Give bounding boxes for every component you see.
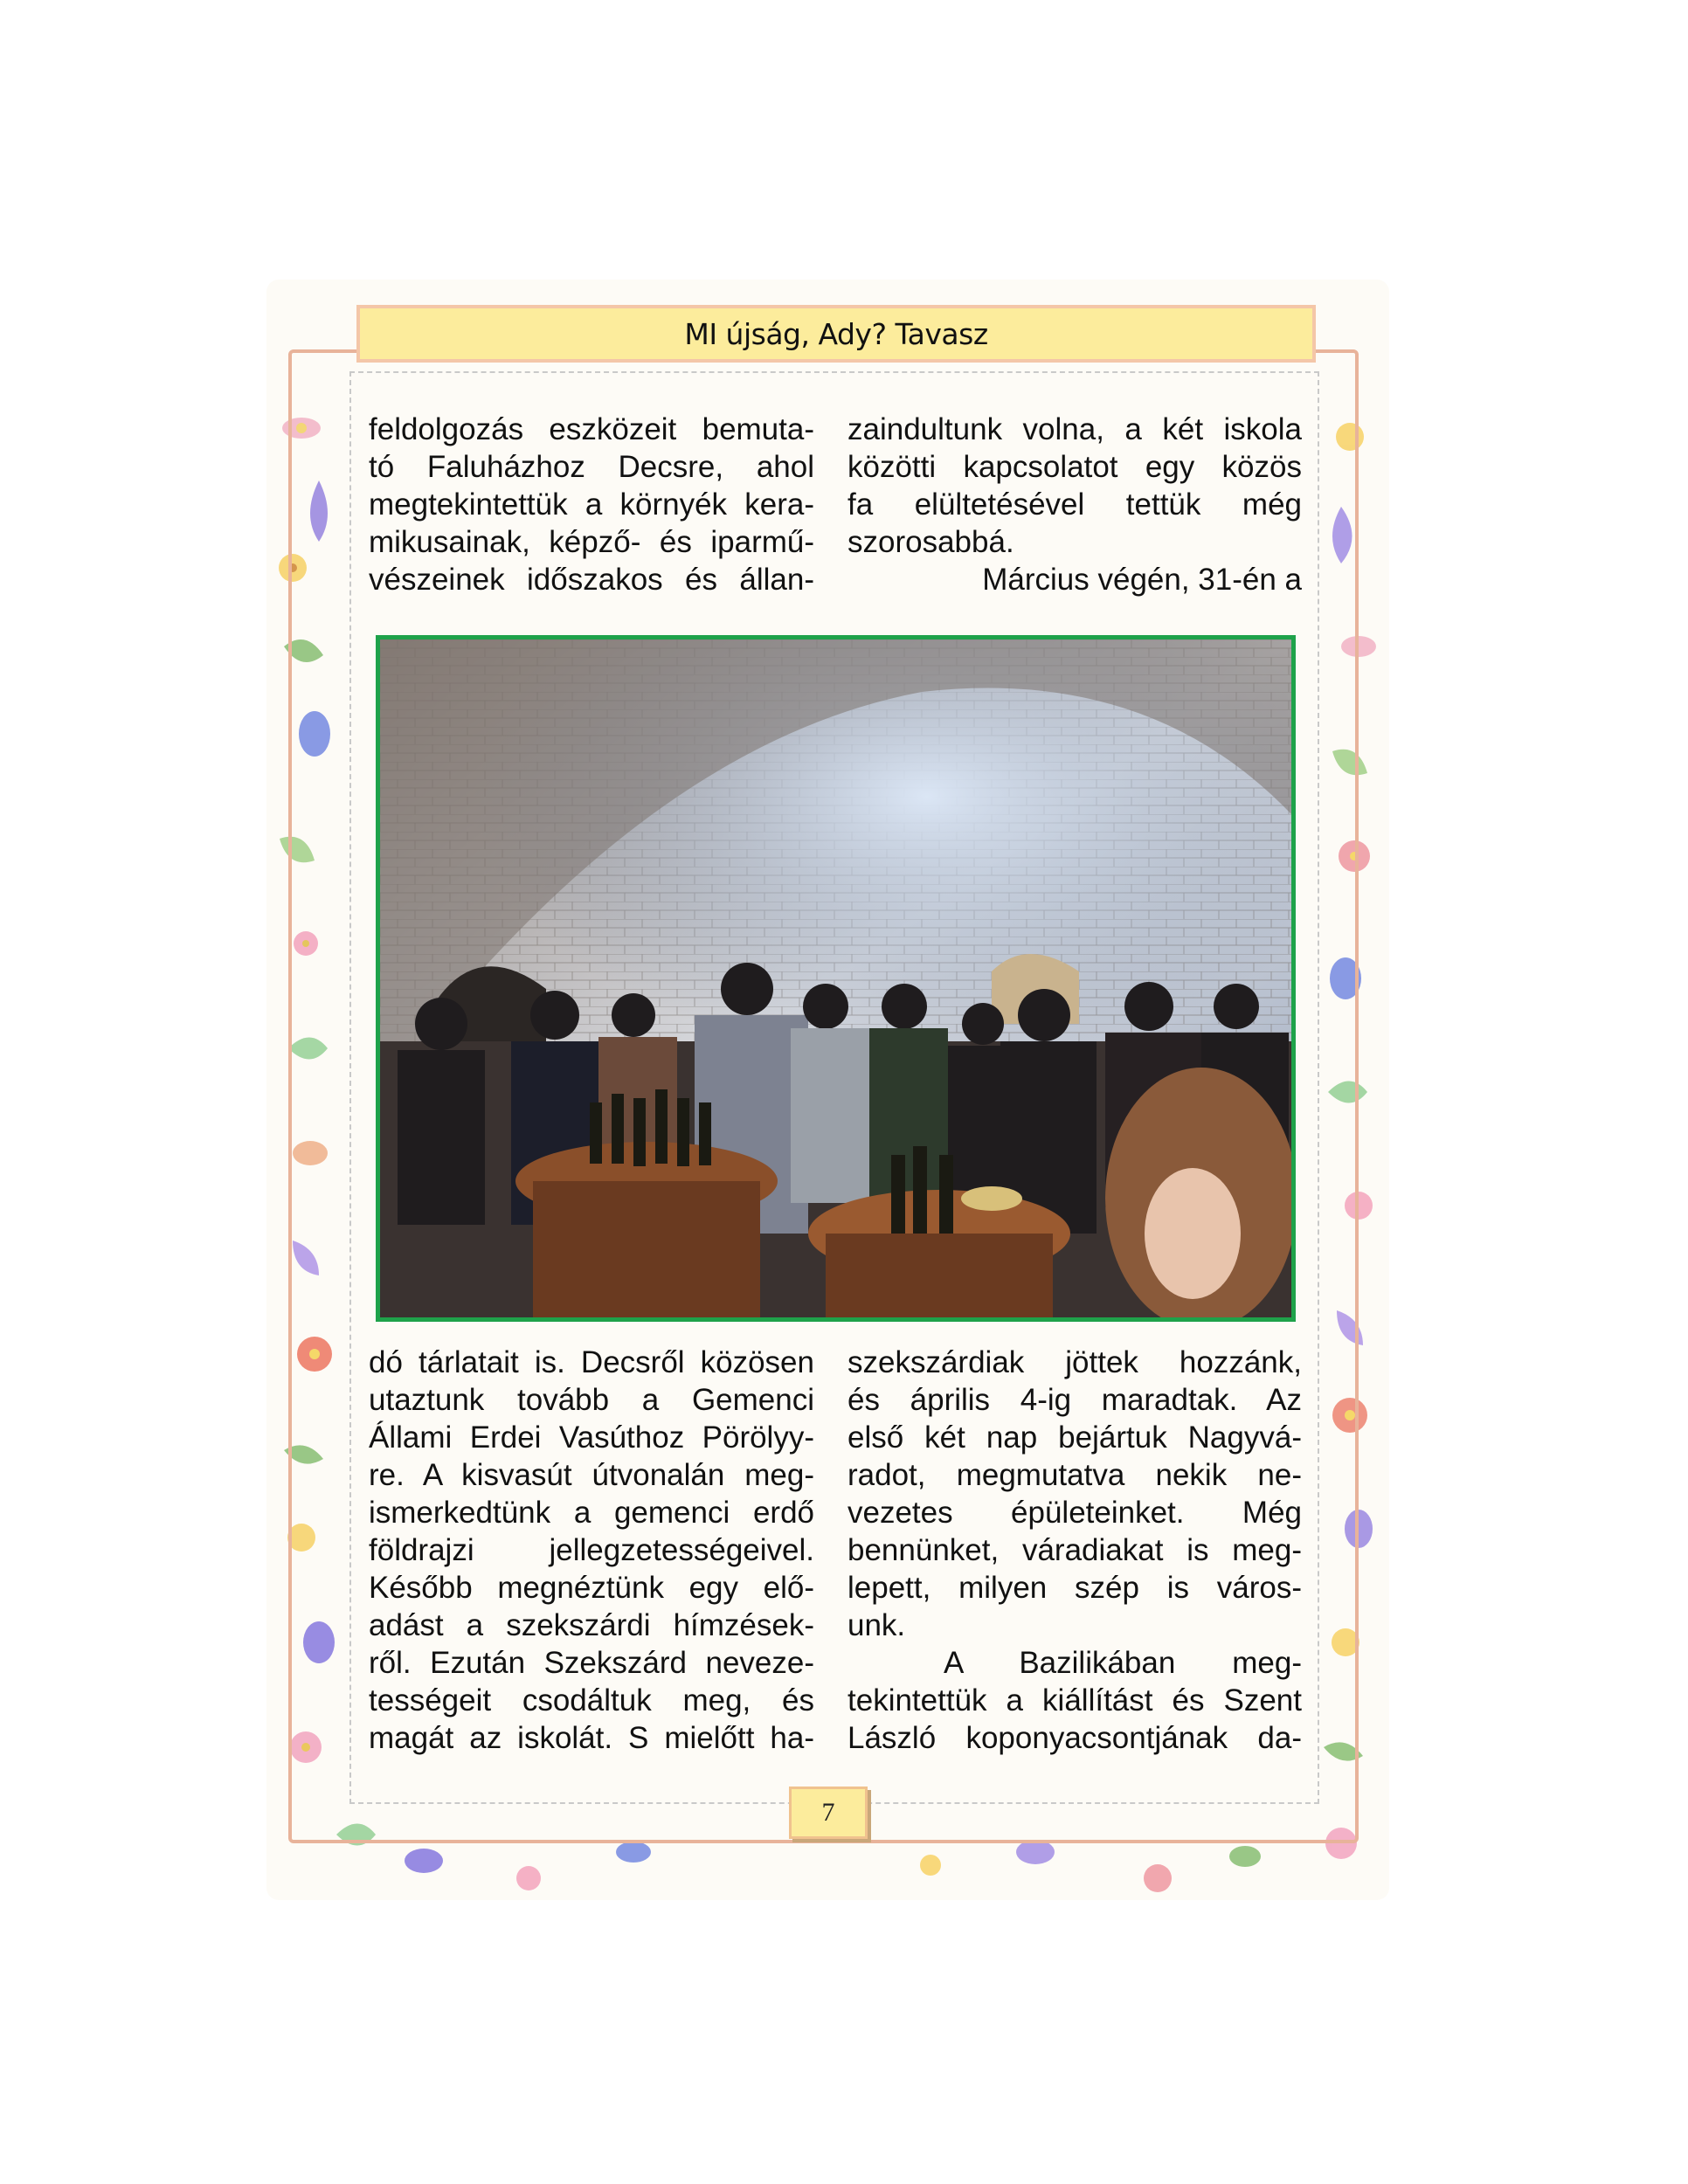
text-line: adást a szekszárdi hímzések- — [369, 1608, 814, 1642]
text-line: szekszárdiak jöttek hozzánk, — [847, 1345, 1302, 1379]
bottom-right-column — [847, 1344, 1302, 1757]
top-right-column — [847, 411, 1302, 598]
text-line: vezetes épületeinket. Még — [847, 1496, 1302, 1530]
wine-cellar-photo — [376, 635, 1296, 1322]
text-line: ismerkedtünk a gemenci erdő — [369, 1496, 814, 1530]
header-band — [356, 305, 1316, 363]
text-line: Március végén, 31-én a — [982, 563, 1302, 597]
text-line: lepett, milyen szép is város- — [847, 1571, 1302, 1605]
text-line: fa elültetésével tettük még — [847, 487, 1302, 522]
bottom-left-column — [369, 1344, 814, 1757]
text-line: földrajzi jellegzetességeivel. — [369, 1533, 814, 1567]
text-line: megtekintettük a környék kera- — [369, 487, 814, 522]
text-line: ről. Ezután Szekszárd neveze- — [369, 1646, 814, 1680]
text-line: tességeit csodáltuk meg, és — [369, 1683, 814, 1717]
page-title: MI újság, Ady? Tavasz — [684, 316, 988, 351]
text-line: szorosabbá. — [847, 525, 1014, 559]
text-line: magát az iskolát. S mielőtt ha- — [369, 1721, 814, 1755]
text-line: radot, megmutatva nekik ne- — [847, 1458, 1302, 1492]
cellar-photo-illustration — [380, 639, 1291, 1317]
text-line: feldolgozás eszközeit bemuta- — [369, 412, 814, 446]
text-line: dó tárlatait is. Decsről közösen — [369, 1345, 814, 1379]
text-line: re. A kisvasút útvonalán meg- — [369, 1458, 814, 1492]
text-line: tekintettük a kiállítást és Szent — [847, 1683, 1302, 1717]
text-line: első két nap bejártuk Nagyvá- — [847, 1420, 1302, 1455]
text-line: Állami Erdei Vasúthoz Pörölyy- — [369, 1420, 814, 1455]
text-line: A Bazilikában meg- — [944, 1646, 1302, 1680]
text-line: mikusainak, képző- és iparmű- — [369, 525, 814, 559]
text-line: unk. — [847, 1608, 906, 1642]
text-line: zaindultunk volna, a két iskola — [847, 412, 1302, 446]
text-line: tó Faluházhoz Decsre, ahol — [369, 450, 814, 484]
text-line: bennünket, váradiakat is meg- — [847, 1533, 1302, 1567]
text-line: közötti kapcsolatot egy közös — [847, 450, 1302, 484]
text-line: László koponyacsontjának da- — [847, 1721, 1302, 1755]
text-line: utaztunk tovább a Gemenci — [369, 1383, 814, 1417]
text-line: és április 4-ig maradtak. Az — [847, 1383, 1302, 1417]
page-number: 7 — [789, 1787, 868, 1839]
text-line: vészeinek időszakos és állan- — [369, 563, 814, 597]
text-line: Később megnéztünk egy elő- — [369, 1571, 814, 1605]
top-left-column — [369, 411, 814, 598]
